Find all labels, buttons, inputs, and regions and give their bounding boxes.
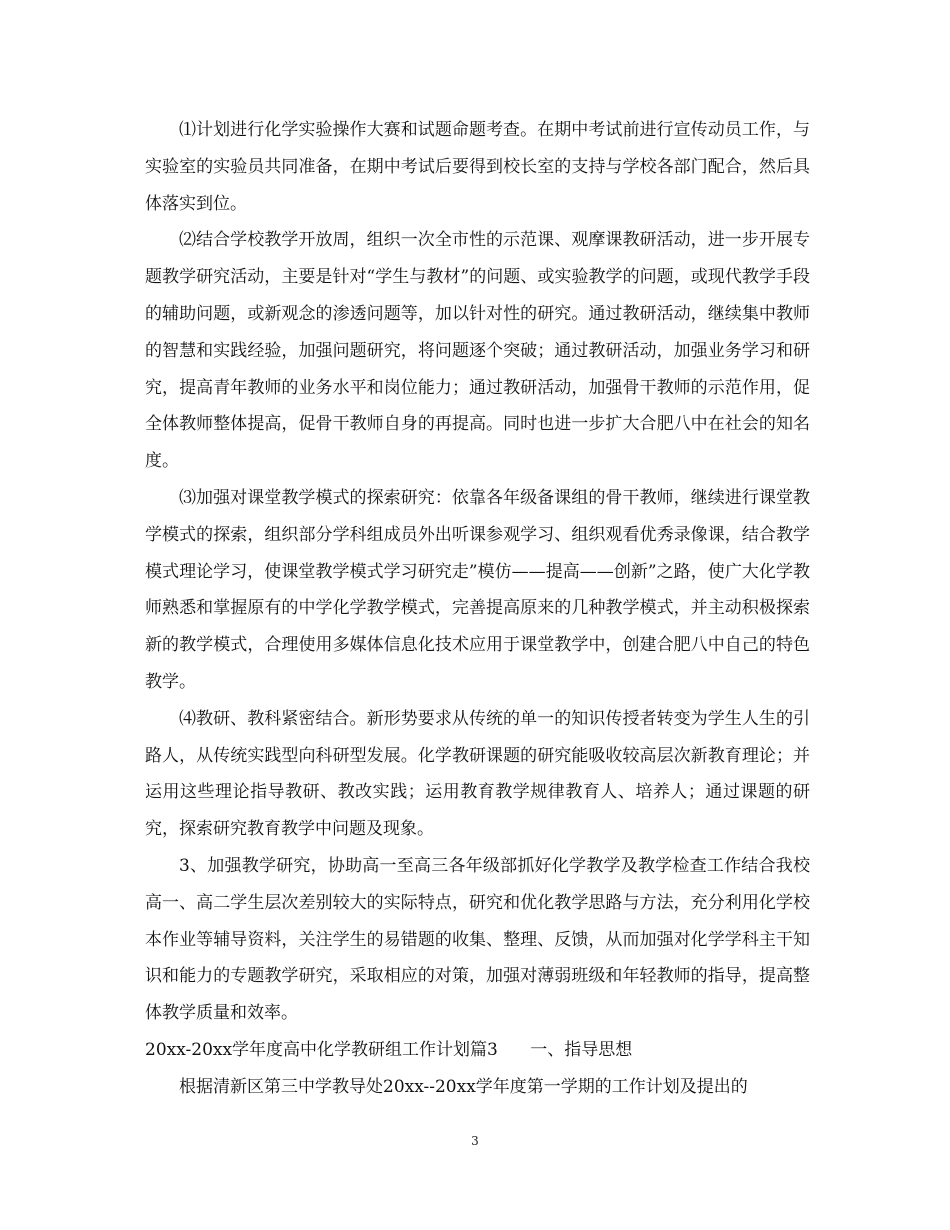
section-heading: 20xx-20xx学年度高中化学教研组工作计划篇3 一、指导思想 xyxy=(145,1039,633,1060)
document-body xyxy=(145,112,810,1106)
paragraph-6: 根据清新区第三中学教导处20xx--20xx学年度第一学期的工作计划及提出的 xyxy=(179,1076,748,1097)
paragraph-2: ⑵结合学校教学开放周，组织一次全市性的示范课、观摩课教研活动，进一步开展专题教学研究活动，主要是针对“学生与教材”的问题、或实验教学的问题，或现代教学手段的辅助问题，或新观念的渗透问题等，加以针对性的研究。通过教研活动，继续集中教师的智慧和实践经验，加强问题研究，将问题逐个突破；通过教研活动，加强业务学习和研究，提高青年教师的业务水平和岗位能力；通过教研活动，加强骨干教师的示范作用，促全体教师整体提高，促骨干教师自身的再提高。同时也进一步扩大合肥八中在社会的知名度。 xyxy=(145,230,810,472)
paragraph-5: 3、加强教学研究，协助高一至高三各年级部抓好化学教学及教学检查工作结合我校高一、高二学生层次差别较大的实际特点，研究和优化教学思路与方法，充分利用化学校本作业等辅导资料，关注学生的易错题的收集、整理、反馈，从而加强对化学学科主干知识和能力的专题教学研究，采取相应的对策，加强对薄弱班级和年轻教师的指导，提高整体教学质量和效率。 xyxy=(145,855,810,1024)
page-number: 3 xyxy=(471,1134,479,1148)
paragraph-4: ⑷教研、教科紧密结合。新形势要求从传统的单一的知识传授者转变为学生人生的引路人，从传统实践型向科研型发展。化学教研课题的研究能吸收较高层次新教育理论；并运用这些理论指导教研、教改实践；运用教育教学规律教育人、培养人；通过课题的研究，探索研究教育教学中问题及现象。 xyxy=(145,708,810,840)
paragraph-3: ⑶加强对课堂教学模式的探索研究：依靠各年级备课组的骨干教师，继续进行课堂教学模式的探索，组织部分学科组成员外出听课参观学习、组织观看优秀录像课，结合教学模式理论学习，使课堂教学模式学习研究走”模仿——提高——创新”之路，使广大化学教师熟悉和掌握原有的中学化学教学模式，完善提高原来的几种教学模式，并主动积极探索新的教学模式，合理使用多媒体信息化技术应用于课堂教学中，创建合肥八中自己的特色教学。 xyxy=(145,487,810,692)
paragraph-1: ⑴计划进行化学实验操作大赛和试题命题考查。在期中考试前进行宣传动员工作，与实验室的实验员共同准备，在期中考试后要得到校长室的支持与学校各部门配合，然后具体落实到位。 xyxy=(145,120,810,214)
